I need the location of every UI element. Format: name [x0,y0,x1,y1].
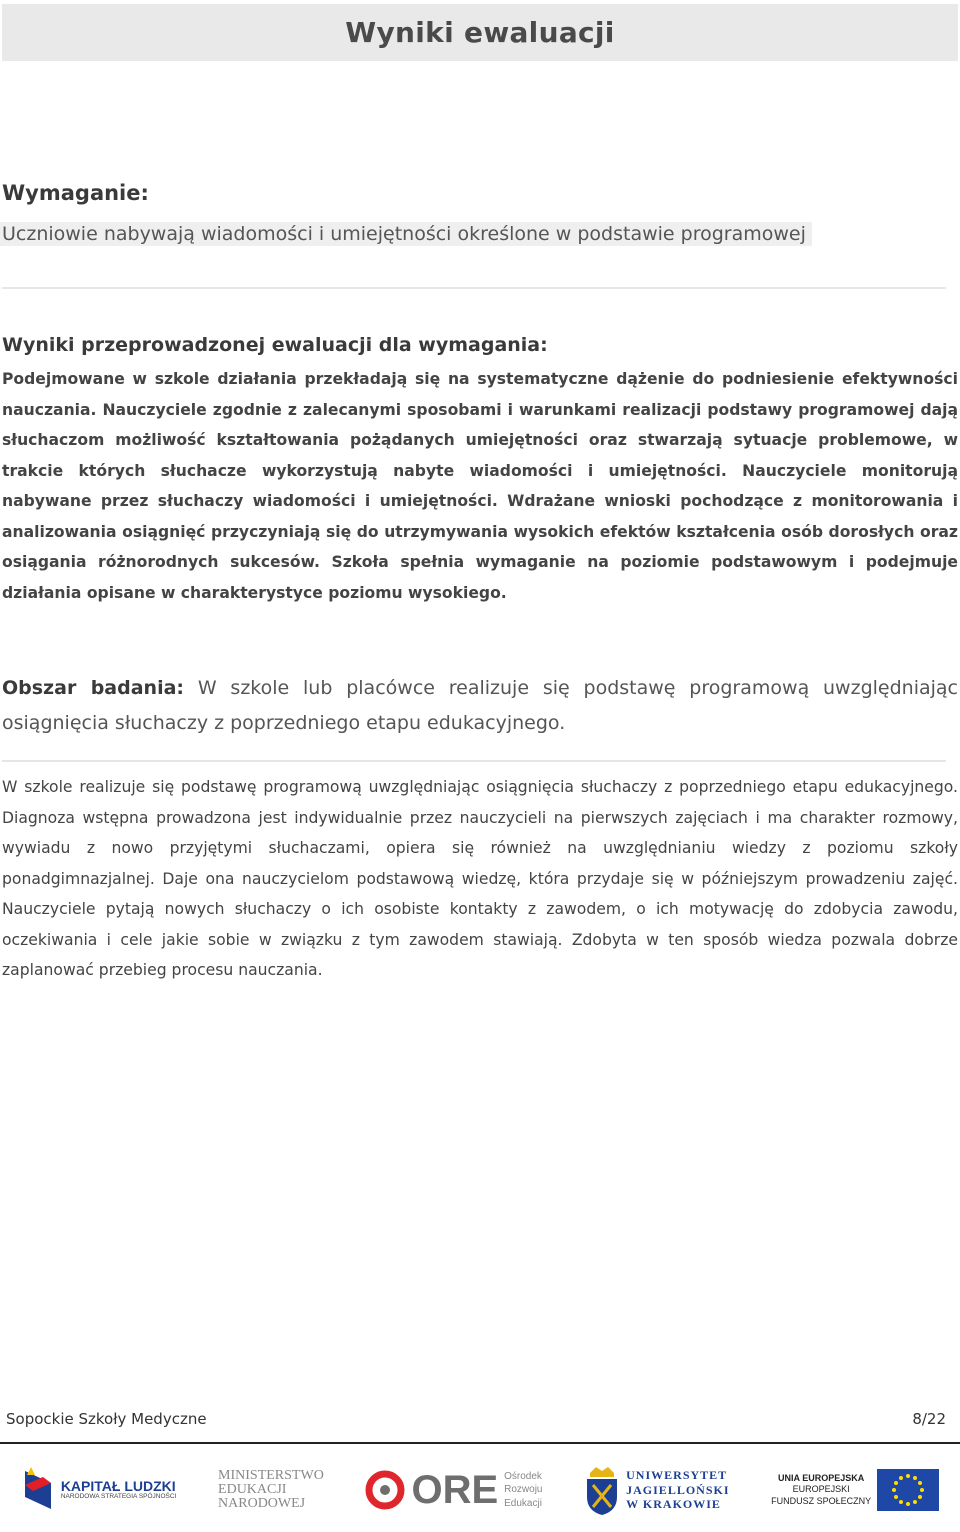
ore-emblem-icon [365,1470,405,1510]
page-header [2,4,958,61]
area-label: Obszar badania: [2,677,185,699]
eu-line-3: FUNDUSZ SPOŁECZNY [771,1495,872,1506]
footer-divider [0,1442,960,1444]
kapital-ludzki-logo [21,1465,177,1515]
footer-page-number: 8/22 [912,1410,946,1428]
ore-logo [365,1469,542,1511]
kapital-ludzki-subtitle: NARODOWA STRATEGIA SPÓJNOŚCI [60,1492,177,1500]
results-label: Wyniki przeprowadzonej ewaluacji dla wymagania: [2,334,548,356]
men-line-2: EDUKACJI [218,1482,287,1497]
ore-line-1: Ośrodek [504,1470,542,1482]
kapital-ludzki-title: KAPITAŁ LUDZKI [60,1478,176,1495]
requirement-text: Uczniowie nabywają wiadomości i umiejętności określone w podstawie programowej [0,222,812,246]
uniwersytet-jagiellonski-logo [584,1463,729,1517]
uj-crest-icon [584,1463,620,1517]
area-paragraph: W szkole realizuje się podstawę programową uwzględniając osiągnięcia słuchaczy z poprzedniego etapu edukacyjnego. Diagnoza wstępna prowadzona jest indywidualnie przez nauczycieli na pierwszych zajęciach i ma charakter rozmowy, wywiadu z nowo przyjętymi słuchaczami, opiera się również na uwzględnianiu wiedzy z poziomu szkoły ponadgimnazjalnej. Daje ona nauczycielom podstawową wiedzę, która przydaje się w późniejszym prowadzeniu zajęć. Nauczyciele pytają nowych słuchaczy o ich osobiste kontakty z zawodem, o ich motywację do zdobycia zawodu, oczekiwania i cele jakie sobie w związku z tym zawodem stawiają. Zdobyta w ten sposób wiedza pozwala dobrze zaplanować przebieg procesu nauczania. [2,778,958,979]
footer-school-name: Sopockie Szkoły Medyczne [6,1410,207,1428]
ore-mark: ORE [411,1468,499,1512]
eu-line-1: UNIA EUROPEJSKA [778,1473,865,1484]
page-title: Wyniki ewaluacji [345,16,615,49]
kapital-ludzki-emblem-icon [21,1465,55,1515]
eu-flag-icon [877,1469,939,1511]
divider [2,287,946,289]
unia-europejska-logo [771,1469,939,1511]
ministerstwo-edukacji-logo [218,1469,324,1511]
area-title: W szkole lub placówce realizuje się podstawę programową uwzględniając osiągnięcia słuchaczy z poprzedniego etapu edukacyjnego. [2,677,958,734]
footer-logos [0,1450,960,1530]
uj-line-2: JAGIELLOŃSKI [626,1482,730,1497]
men-line-3: NARODOWEJ [218,1496,306,1511]
divider [2,760,946,762]
uj-line-1: UNIWERSYTET [626,1468,728,1483]
ore-line-3: Edukacji [504,1497,542,1509]
uj-line-3: W KRAKOWIE [626,1497,721,1512]
area-heading [2,671,958,741]
ore-line-2: Rozwoju [504,1484,543,1496]
men-line-1: MINISTERSTWO [218,1468,324,1483]
eu-line-2: EUROPEJSKI [792,1484,850,1495]
requirement-label: Wymaganie: [2,181,149,205]
results-paragraph: Podejmowane w szkole działania przekładają się na systematyczne dążenie do podniesienie efektywności nauczania. Nauczyciele zgodnie z zalecanymi sposobami i warunkami realizacji podstawy programowej dają słuchaczom możliwość kształtowania pożądanych umiejętności oraz stwarzają sytuacje problemowe, w trakcie których słuchacze wykorzystują nabyte wiadomości i umiejętności. Nauczyciele monitorują nabywane przez słuchaczy wiadomości i umiejętności. Wdrażane wnioski pochodzące z monitorowania i analizowania osiągnięć przyczyniają się do utrzymywania wysokich efektów kształcenia osób dorosłych oraz osiągania różnorodnych sukcesów. Szkoła spełnia wymaganie na poziomie podstawowym i podejmuje działania opisane w charakterystyce poziomu wysokiego. [2,370,958,602]
